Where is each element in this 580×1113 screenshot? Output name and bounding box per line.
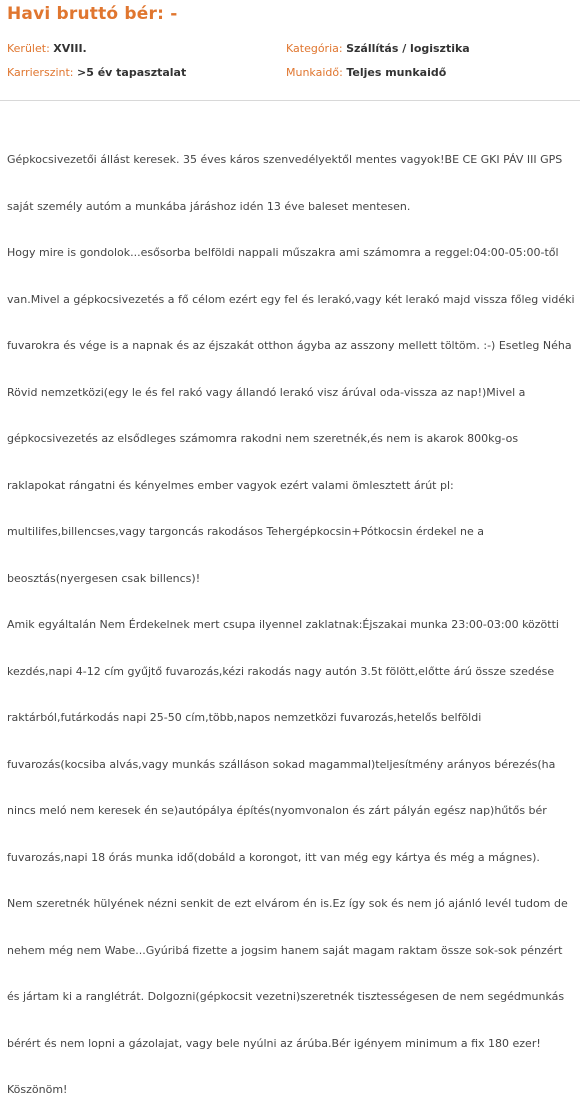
job-description bbox=[7, 121, 577, 1113]
career-level-row bbox=[7, 66, 186, 79]
section-divider bbox=[0, 100, 580, 101]
worktime-row bbox=[286, 66, 446, 79]
district-value: XVIII. bbox=[53, 42, 87, 55]
category-label: Kategória: bbox=[286, 42, 347, 55]
district-label: Kerület: bbox=[7, 42, 54, 55]
description-line: nincs meló nem keresek én se)autópálya építés(nyomvonalon és zárt pályán egész nap)hűtős bér bbox=[7, 804, 547, 817]
description-line: Nem szeretnék hülyének nézni senkit de ezt elvárom én is.Ez így sok és nem jó ajánló levél tudom de bbox=[7, 897, 568, 910]
worktime-label: Munkaidő: bbox=[286, 66, 347, 79]
description-line: beosztás(nyergesen csak billencs)! bbox=[7, 571, 201, 585]
description-line: Köszönöm! bbox=[7, 1083, 68, 1096]
category-value: Szállítás / logisztika bbox=[346, 42, 470, 55]
description-line: saját személy autóm a munkába járáshoz idén 13 éve baleset mentesen. bbox=[7, 199, 411, 213]
description-line: fuvarozás,napi 18 órás munka idő(dobáld a korongot, itt van még egy kártya és még a mágnes). bbox=[7, 850, 540, 864]
description-line: Gépkocsivezetői állást keresek. 35 éves káros szenvedélyektől mentes vagyok!BE CE GKI PÁV III GPS bbox=[7, 153, 563, 166]
description-line: fuvarozás(kocsiba alvás,vagy munkás szálláson sokad magammal)teljesítmény arányos bérezés(ha bbox=[7, 757, 556, 771]
career-level-label: Karrierszint: bbox=[7, 66, 78, 79]
description-line: kezdés,napi 4-12 cím gyűjtő fuvarozás,kézi rakodás nagy autón 3.5t fölött,előtte árú össze szedése bbox=[7, 664, 555, 678]
category-row bbox=[286, 42, 470, 55]
description-line: Hogy mire is gondolok...esősorba belföldi nappali műszakra ami számomra a reggel:04:00-05:00-től bbox=[7, 246, 559, 259]
description-line: fuvarokra és vége is a napnak és az éjszakát otthon ágyba az asszony mellett töltöm. :-) Esetleg Néha bbox=[7, 339, 572, 352]
description-line: és jártam ki a ranglétrát. Dolgozni(gépkocsit vezetni)szeretnék tisztességesen de nem segédmunkás bbox=[7, 990, 565, 1003]
career-level-value: >5 év tapasztalat bbox=[77, 66, 187, 79]
district-row bbox=[7, 42, 87, 55]
description-line: Rövid nemzetközi(egy le és fel rakó vagy állandó lerakó visz árúval oda-vissza az nap!)Mivel a bbox=[7, 385, 526, 399]
description-line: gépkocsivezetés az elsődleges számomra rakodni nem szeretnék,és nem is akarok 800kg-os bbox=[7, 432, 519, 445]
description-line: van.Mivel a gépkocsivezetés a fő célom ezért egy fel és lerakó,vagy két lerakó majd vissza főleg vidéki bbox=[7, 292, 575, 306]
description-line: nehem még nem Wabe...Gyúribá fizette a jogsim hanem saját magam raktam össze sok-sok pénzért bbox=[7, 943, 563, 957]
description-line: multilifes,billencses,vagy targoncás rakodásos Tehergépkocsin+Pótkocsin érdekel ne a bbox=[7, 525, 485, 538]
description-line: Amik egyáltalán Nem Érdekelnek mert csupa ilyennel zaklatnak:Éjszakai munka 23:00-03:00 közötti bbox=[7, 618, 559, 631]
description-line: raktárból,futárkodás napi 25-50 cím,több,napos nemzetközi fuvarozás,hetelős belföldi bbox=[7, 711, 482, 724]
description-line: raklapokat rángatni és kényelmes ember vagyok ezért valami ömlesztett árút pl: bbox=[7, 478, 454, 492]
worktime-value: Teljes munkaidő bbox=[346, 66, 447, 79]
salary-heading: Havi bruttó bér: - bbox=[7, 4, 178, 24]
description-line: bérért és nem lopni a gázolajat, vagy bele nyúlni az árúba.Bér igényem minimum a fix 180 ezer! bbox=[7, 1036, 541, 1050]
